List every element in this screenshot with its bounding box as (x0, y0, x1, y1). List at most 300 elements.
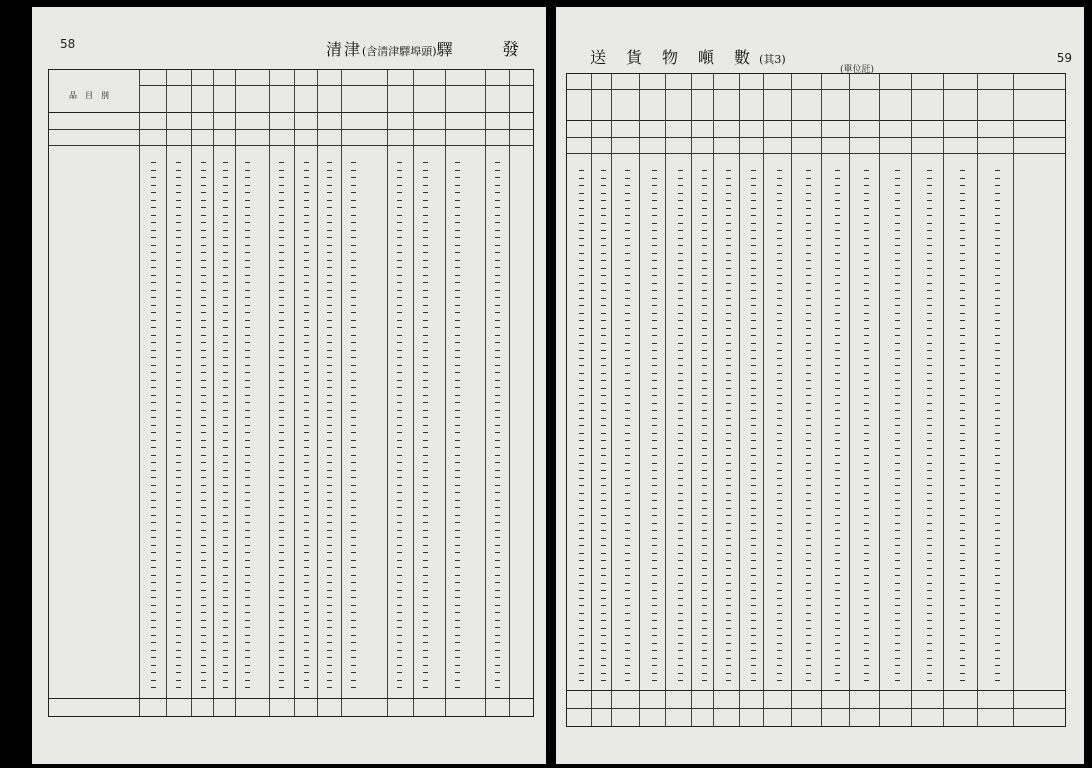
empty-cell-dash (579, 275, 584, 276)
empty-cell-dash (702, 560, 707, 561)
empty-cell-dash (927, 448, 932, 449)
empty-cell-dash (279, 590, 284, 591)
empty-cell-dash (579, 455, 584, 456)
empty-cell-dash (201, 432, 206, 433)
empty-cell-dash (245, 627, 250, 628)
empty-cell-dash (455, 410, 460, 411)
empty-cell-dash (601, 358, 606, 359)
empty-cell-dash (895, 320, 900, 321)
empty-cell-dash (455, 627, 460, 628)
empty-cell-dash (678, 208, 683, 209)
empty-cell-dash (327, 440, 332, 441)
empty-cell-dash (579, 448, 584, 449)
empty-cell-dash (495, 665, 500, 666)
empty-cell-dash (327, 612, 332, 613)
empty-cell-dash (960, 283, 965, 284)
empty-cell-dash (927, 673, 932, 674)
empty-cell-dash (579, 673, 584, 674)
empty-cell-dash (279, 635, 284, 636)
empty-cell-dash (995, 170, 1000, 171)
empty-cell-dash (806, 493, 811, 494)
empty-cell-dash (327, 245, 332, 246)
empty-cell-dash (625, 343, 630, 344)
empty-cell-dash (895, 305, 900, 306)
empty-cell-dash (751, 365, 756, 366)
empty-cell-dash (751, 275, 756, 276)
empty-cell-dash (579, 545, 584, 546)
empty-cell-dash (835, 635, 840, 636)
empty-cell-dash (151, 215, 156, 216)
empty-cell-dash (702, 283, 707, 284)
empty-cell-dash (678, 170, 683, 171)
empty-cell-dash (223, 680, 228, 681)
empty-cell-dash (625, 575, 630, 576)
empty-cell-dash (702, 553, 707, 554)
empty-cell-dash (351, 342, 356, 343)
empty-cell-dash (751, 320, 756, 321)
empty-cell-dash (245, 267, 250, 268)
empty-cell-dash (652, 230, 657, 231)
empty-cell-dash (495, 680, 500, 681)
empty-cell-dash (351, 470, 356, 471)
empty-cell-dash (223, 687, 228, 688)
empty-cell-dash (201, 230, 206, 231)
empty-cell-dash (201, 612, 206, 613)
empty-cell-dash (304, 455, 309, 456)
empty-cell-dash (864, 200, 869, 201)
empty-cell-dash (151, 297, 156, 298)
empty-cell-dash (223, 282, 228, 283)
empty-cell-dash (625, 583, 630, 584)
empty-cell-dash (751, 455, 756, 456)
empty-cell-dash (678, 215, 683, 216)
empty-cell-dash (151, 582, 156, 583)
empty-cell-dash (455, 215, 460, 216)
empty-cell-dash (176, 635, 181, 636)
empty-cell-dash (652, 440, 657, 441)
empty-cell-dash (279, 642, 284, 643)
empty-cell-dash (201, 605, 206, 606)
empty-cell-dash (495, 432, 500, 433)
empty-cell-dash (678, 665, 683, 666)
empty-cell-dash (895, 365, 900, 366)
empty-cell-dash (927, 643, 932, 644)
empty-cell-dash (351, 560, 356, 561)
empty-cell-dash (327, 522, 332, 523)
empty-cell-dash (995, 193, 1000, 194)
empty-cell-dash (279, 552, 284, 553)
empty-cell-dash (327, 417, 332, 418)
empty-cell-dash (702, 538, 707, 539)
empty-cell-dash (726, 238, 731, 239)
empty-cell-dash (304, 485, 309, 486)
empty-cell-dash (279, 312, 284, 313)
empty-cell-dash (397, 222, 402, 223)
column-rule (713, 74, 714, 726)
empty-cell-dash (279, 215, 284, 216)
empty-cell-dash (625, 365, 630, 366)
empty-cell-dash (351, 215, 356, 216)
empty-cell-dash (777, 425, 782, 426)
empty-cell-dash (279, 470, 284, 471)
empty-cell-dash (455, 387, 460, 388)
empty-cell-dash (455, 620, 460, 621)
empty-cell-dash (223, 530, 228, 531)
empty-cell-dash (864, 628, 869, 629)
empty-cell-dash (495, 575, 500, 576)
empty-cell-dash (151, 260, 156, 261)
empty-cell-dash (652, 208, 657, 209)
empty-cell-dash (201, 477, 206, 478)
empty-cell-dash (579, 680, 584, 681)
empty-cell-dash (279, 515, 284, 516)
empty-cell-dash (835, 575, 840, 576)
empty-cell-dash (223, 477, 228, 478)
empty-cell-dash (806, 305, 811, 306)
empty-cell-dash (397, 275, 402, 276)
empty-cell-dash (601, 208, 606, 209)
empty-cell-dash (223, 312, 228, 313)
empty-cell-dash (751, 298, 756, 299)
empty-cell-dash (601, 238, 606, 239)
empty-cell-dash (223, 432, 228, 433)
empty-cell-dash (304, 575, 309, 576)
empty-cell-dash (304, 342, 309, 343)
empty-cell-dash (495, 350, 500, 351)
empty-cell-dash (245, 515, 250, 516)
empty-cell-dash (960, 185, 965, 186)
empty-cell-dash (806, 650, 811, 651)
empty-cell-dash (279, 387, 284, 388)
empty-cell-dash (223, 365, 228, 366)
empty-cell-dash (726, 500, 731, 501)
empty-cell-dash (423, 252, 428, 253)
empty-cell-dash (806, 440, 811, 441)
empty-cell-dash (245, 687, 250, 688)
empty-cell-dash (397, 590, 402, 591)
empty-cell-dash (702, 365, 707, 366)
empty-cell-dash (495, 252, 500, 253)
empty-cell-dash (895, 373, 900, 374)
empty-cell-dash (223, 200, 228, 201)
column-rule (213, 70, 214, 716)
column-rule (911, 74, 912, 726)
empty-cell-dash (835, 268, 840, 269)
empty-cell-dash (895, 613, 900, 614)
empty-cell-dash (864, 620, 869, 621)
empty-cell-dash (397, 327, 402, 328)
column-rule (691, 74, 692, 726)
empty-cell-dash (304, 582, 309, 583)
empty-cell-dash (726, 245, 731, 246)
empty-cell-dash (652, 530, 657, 531)
empty-cell-dash (995, 493, 1000, 494)
empty-cell-dash (960, 500, 965, 501)
empty-cell-dash (601, 575, 606, 576)
empty-cell-dash (351, 335, 356, 336)
empty-cell-dash (960, 320, 965, 321)
empty-cell-dash (455, 477, 460, 478)
empty-cell-dash (397, 530, 402, 531)
empty-cell-dash (777, 440, 782, 441)
empty-cell-dash (327, 680, 332, 681)
empty-cell-dash (678, 275, 683, 276)
empty-cell-dash (777, 553, 782, 554)
empty-cell-dash (579, 553, 584, 554)
empty-cell-dash (223, 627, 228, 628)
empty-cell-dash (751, 658, 756, 659)
empty-cell-dash (806, 635, 811, 636)
empty-cell-dash (279, 462, 284, 463)
empty-cell-dash (601, 328, 606, 329)
empty-cell-dash (201, 635, 206, 636)
empty-cell-dash (678, 238, 683, 239)
empty-cell-dash (495, 477, 500, 478)
empty-cell-dash (579, 178, 584, 179)
empty-cell-dash (176, 365, 181, 366)
empty-cell-dash (625, 665, 630, 666)
empty-cell-dash (625, 305, 630, 306)
empty-cell-dash (960, 568, 965, 569)
empty-cell-dash (995, 328, 1000, 329)
empty-cell-dash (423, 215, 428, 216)
empty-cell-dash (327, 312, 332, 313)
empty-cell-dash (351, 320, 356, 321)
empty-cell-dash (960, 470, 965, 471)
empty-cell-dash (601, 290, 606, 291)
empty-cell-dash (397, 297, 402, 298)
empty-cell-dash (652, 523, 657, 524)
empty-cell-dash (927, 463, 932, 464)
empty-cell-dash (279, 627, 284, 628)
empty-cell-dash (176, 492, 181, 493)
empty-cell-dash (495, 440, 500, 441)
empty-cell-dash (151, 455, 156, 456)
empty-cell-dash (279, 537, 284, 538)
empty-cell-dash (864, 463, 869, 464)
empty-cell-dash (279, 417, 284, 418)
empty-cell-dash (201, 545, 206, 546)
empty-cell-dash (777, 628, 782, 629)
empty-cell-dash (835, 245, 840, 246)
empty-cell-dash (601, 485, 606, 486)
empty-cell-dash (927, 260, 932, 261)
empty-cell-dash (960, 230, 965, 231)
empty-cell-dash (751, 388, 756, 389)
empty-cell-dash (927, 200, 932, 201)
empty-cell-dash (245, 252, 250, 253)
empty-cell-dash (304, 440, 309, 441)
empty-cell-dash (397, 470, 402, 471)
empty-cell-dash (579, 260, 584, 261)
empty-cell-dash (652, 328, 657, 329)
empty-cell-dash (864, 320, 869, 321)
empty-cell-dash (455, 290, 460, 291)
empty-cell-dash (423, 222, 428, 223)
empty-cell-dash (895, 328, 900, 329)
empty-cell-dash (423, 537, 428, 538)
empty-cell-dash (835, 388, 840, 389)
empty-cell-dash (726, 223, 731, 224)
empty-cell-dash (751, 403, 756, 404)
empty-cell-dash (495, 342, 500, 343)
empty-cell-dash (995, 283, 1000, 284)
empty-cell-dash (351, 395, 356, 396)
empty-cell-dash (625, 635, 630, 636)
group-header (235, 72, 270, 85)
empty-cell-dash (151, 612, 156, 613)
empty-cell-dash (927, 185, 932, 186)
empty-cell-dash (279, 522, 284, 523)
empty-cell-dash (652, 500, 657, 501)
header-rule (139, 85, 533, 86)
page-title-continuation: 發 (502, 40, 519, 60)
empty-cell-dash (455, 237, 460, 238)
empty-cell-dash (652, 418, 657, 419)
empty-cell-dash (835, 283, 840, 284)
empty-cell-dash (601, 260, 606, 261)
empty-cell-dash (806, 583, 811, 584)
empty-cell-dash (678, 515, 683, 516)
empty-cell-dash (455, 612, 460, 613)
empty-cell-dash (751, 200, 756, 201)
empty-cell-dash (601, 253, 606, 254)
empty-cell-dash (652, 598, 657, 599)
empty-cell-dash (279, 290, 284, 291)
empty-cell-dash (495, 462, 500, 463)
empty-cell-dash (579, 418, 584, 419)
empty-cell-dash (960, 208, 965, 209)
empty-cell-dash (579, 515, 584, 516)
empty-cell-dash (864, 500, 869, 501)
page-number: 59 (1056, 51, 1072, 65)
empty-cell-dash (151, 162, 156, 163)
empty-cell-dash (864, 245, 869, 246)
empty-cell-dash (397, 447, 402, 448)
empty-cell-dash (245, 455, 250, 456)
empty-cell-dash (327, 635, 332, 636)
empty-cell-dash (245, 320, 250, 321)
empty-cell-dash (960, 245, 965, 246)
column-rule (591, 74, 592, 726)
empty-cell-dash (351, 260, 356, 261)
empty-cell-dash (625, 545, 630, 546)
empty-cell-dash (495, 237, 500, 238)
empty-cell-dash (835, 178, 840, 179)
empty-cell-dash (279, 252, 284, 253)
empty-cell-dash (245, 185, 250, 186)
empty-cell-dash (751, 448, 756, 449)
empty-cell-dash (151, 282, 156, 283)
empty-cell-dash (176, 380, 181, 381)
empty-cell-dash (726, 403, 731, 404)
empty-cell-dash (726, 260, 731, 261)
empty-cell-dash (927, 470, 932, 471)
empty-cell-dash (304, 327, 309, 328)
empty-cell-dash (397, 312, 402, 313)
empty-cell-dash (702, 433, 707, 434)
column-rule (269, 70, 270, 716)
empty-cell-dash (960, 328, 965, 329)
empty-cell-dash (806, 680, 811, 681)
empty-cell-dash (245, 365, 250, 366)
empty-cell-dash (960, 373, 965, 374)
empty-cell-dash (245, 552, 250, 553)
empty-cell-dash (579, 620, 584, 621)
empty-cell-dash (201, 575, 206, 576)
empty-cell-dash (777, 208, 782, 209)
empty-cell-dash (927, 650, 932, 651)
empty-cell-dash (652, 470, 657, 471)
empty-cell-dash (351, 500, 356, 501)
empty-cell-dash (777, 283, 782, 284)
empty-cell-dash (579, 335, 584, 336)
empty-cell-dash (423, 620, 428, 621)
empty-cell-dash (751, 560, 756, 561)
empty-cell-dash (351, 582, 356, 583)
empty-cell-dash (151, 492, 156, 493)
empty-cell-dash (726, 328, 731, 329)
empty-cell-dash (327, 567, 332, 568)
empty-cell-dash (864, 478, 869, 479)
empty-cell-dash (995, 358, 1000, 359)
empty-cell-dash (864, 605, 869, 606)
empty-cell-dash (176, 335, 181, 336)
empty-cell-dash (201, 642, 206, 643)
empty-cell-dash (151, 657, 156, 658)
empty-cell-dash (423, 687, 428, 688)
empty-cell-dash (579, 493, 584, 494)
empty-cell-dash (806, 170, 811, 171)
empty-cell-dash (304, 260, 309, 261)
empty-cell-dash (960, 650, 965, 651)
empty-cell-dash (927, 215, 932, 216)
empty-cell-dash (995, 658, 1000, 659)
empty-cell-dash (625, 223, 630, 224)
empty-cell-dash (495, 560, 500, 561)
empty-cell-dash (960, 613, 965, 614)
empty-cell-dash (652, 665, 657, 666)
empty-cell-dash (895, 358, 900, 359)
empty-cell-dash (960, 643, 965, 644)
empty-cell-dash (423, 372, 428, 373)
empty-cell-dash (423, 380, 428, 381)
empty-cell-dash (201, 522, 206, 523)
empty-cell-dash (751, 223, 756, 224)
empty-cell-dash (327, 455, 332, 456)
empty-cell-dash (304, 282, 309, 283)
empty-cell-dash (579, 590, 584, 591)
empty-cell-dash (601, 478, 606, 479)
empty-cell-dash (455, 575, 460, 576)
empty-cell-dash (327, 162, 332, 163)
empty-cell-dash (245, 395, 250, 396)
empty-cell-dash (777, 590, 782, 591)
empty-cell-dash (351, 672, 356, 673)
empty-cell-dash (726, 170, 731, 171)
empty-cell-dash (995, 223, 1000, 224)
empty-cell-dash (223, 470, 228, 471)
empty-cell-dash (625, 493, 630, 494)
empty-cell-dash (495, 275, 500, 276)
empty-cell-dash (245, 410, 250, 411)
empty-cell-dash (455, 515, 460, 516)
empty-cell-dash (151, 605, 156, 606)
empty-cell-dash (201, 620, 206, 621)
empty-cell-dash (777, 388, 782, 389)
empty-cell-dash (151, 462, 156, 463)
empty-cell-dash (423, 170, 428, 171)
